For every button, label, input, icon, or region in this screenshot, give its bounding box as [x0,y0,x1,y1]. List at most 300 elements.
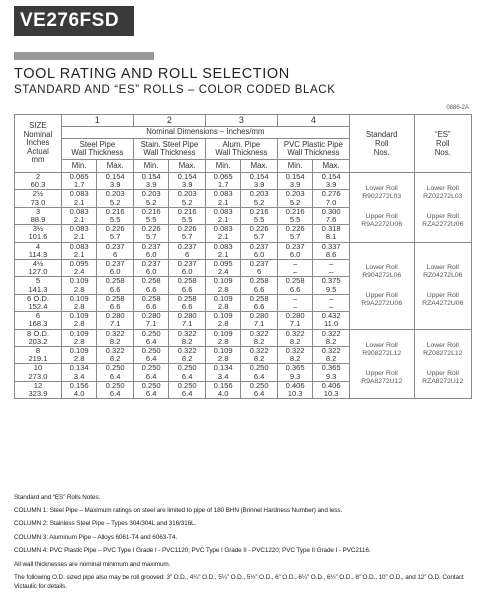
thickness-cell [205,347,240,364]
nominal-size: 8 [35,346,41,356]
thickness-cell [169,260,206,277]
thickness-mm: 3.9 [325,180,337,190]
thickness-inches: 0.237 [105,259,125,269]
thickness-inches: 0.322 [285,329,305,338]
thickness-cell [61,260,96,277]
column-number-2: 2 [133,115,205,127]
thickness-mm: 8.2 [325,354,337,364]
thickness-mm: 2.1 [73,215,85,225]
thickness-mm: 3.9 [145,180,157,190]
thickness-mm: 1.7 [217,180,229,190]
thickness-mm: 2.4 [217,267,229,277]
thickness-inches: 0.109 [69,276,89,286]
roll-gap [415,280,471,292]
model-header-box [14,6,134,36]
thickness-inches: 0.250 [177,363,197,373]
thickness-inches: 0.280 [177,311,197,321]
thickness-inches: 0.154 [321,172,341,181]
notes-title: Standard and “ES” Rolls Notes: [14,494,101,501]
actual-mm: 273.0 [28,371,48,381]
lower-roll-label: Lower Roll [365,263,398,271]
thickness-mm: 5.7 [109,232,121,242]
thickness-cell [133,294,168,311]
thickness-inches: 0.365 [285,363,305,373]
nominal-size: 3 [35,207,41,216]
thickness-cell [169,294,206,311]
size-nominal-label: Nominal [23,129,53,139]
page-subtitle: STANDARD AND “ES” ROLLS – COLOR CODED BLACK [14,84,336,96]
thickness-inches: 0.083 [69,242,89,251]
thickness-cell [97,312,134,329]
thickness-mm: 8.6 [325,249,337,259]
thickness-inches: 0.203 [285,189,305,199]
thickness-inches: 0.322 [285,346,305,356]
thickness-cell [205,294,240,311]
max-header: Max. [241,160,278,173]
thickness-cell [277,173,312,190]
thickness-inches: 0.250 [105,363,125,373]
thickness-inches: 0.237 [177,259,197,269]
table-row [15,242,472,259]
thickness-inches: 0.322 [321,329,341,338]
thickness-cell [277,329,312,346]
thickness-inches: 0.322 [177,346,197,356]
thickness-inches: 0.237 [249,242,269,251]
max-header: Max. [313,160,350,173]
actual-mm: 73.0 [30,197,46,207]
thickness-inches: 0.216 [141,207,161,216]
size-cell [15,381,62,398]
thickness-mm: 5.2 [109,197,121,207]
es-roll-cell [414,173,471,243]
thickness-cell [61,225,96,242]
thickness-cell [133,312,168,329]
thickness-mm: 2.8 [73,336,85,346]
thickness-inches: 0.322 [249,329,269,338]
thickness-inches: 0.226 [141,224,161,234]
thickness-mm: 2.1 [217,249,229,259]
thickness-inches: 0.337 [321,242,341,251]
size-cell [15,207,62,224]
size-cell [15,277,62,294]
thickness-mm: 1.7 [73,180,85,190]
thickness-cell [277,364,312,381]
thickness-mm: 3.4 [217,371,229,381]
thickness-cell [169,207,206,224]
thickness-inches: 0.237 [177,242,197,251]
thickness-cell [313,329,350,346]
thickness-mm: 8.2 [253,336,265,346]
thickness-cell [169,364,206,381]
thickness-inches: 0.216 [177,207,197,216]
thickness-inches: 0.065 [213,172,233,181]
max-header: Max. [97,160,134,173]
thickness-inches: 0.226 [105,224,125,234]
thickness-mm: 6 [257,267,262,277]
lower-roll-number: RZ04272L06 [423,271,463,279]
roll-gap [350,358,414,370]
thickness-inches: 0.109 [213,276,233,286]
standard-rolls-label: Standard [365,130,398,139]
thickness-cell [205,381,240,398]
model-name: VE276FSD [20,10,120,31]
min-header: Min. [133,160,168,173]
thickness-cell [97,242,134,259]
lower-roll-label: Lower Roll [365,185,398,193]
thickness-mm: 6 [185,249,190,259]
upper-roll-label: Upper Roll [426,213,459,221]
roll-gap [415,201,471,213]
thickness-inches: 0.276 [321,189,341,199]
thickness-mm: 6.4 [145,389,157,399]
lower-roll-number: RZ02272L03 [423,193,463,201]
size-cell [15,329,62,346]
thickness-cell [241,329,278,346]
thickness-mm: – [329,267,334,277]
note-column-3: COLUMN 3: Aluminum Pipe – Alloys 6061-T4 and 6063-T4. [14,533,178,541]
thickness-cell [277,242,312,259]
thickness-cell [97,225,134,242]
thickness-cell [313,364,350,381]
thickness-cell [205,207,240,224]
thickness-mm: 8.2 [181,336,193,346]
thickness-cell [133,207,168,224]
size-cell [15,312,62,329]
upper-roll-label: Upper Roll [365,213,398,221]
thickness-mm: 6.4 [109,371,121,381]
column-number-1: 1 [61,115,133,127]
thickness-mm: 5.7 [181,232,193,242]
thickness-mm: 6.0 [145,267,157,277]
thickness-mm: 6.6 [253,302,265,312]
thickness-cell [133,381,168,398]
note-wall-thickness: All wall thicknesses are nominal minimum and maximum. [14,560,171,568]
table-row [15,173,472,190]
thickness-mm: 6.6 [109,302,121,312]
roll-gap [350,201,414,213]
thickness-cell [133,190,168,207]
nominal-size: 4 [35,242,41,251]
thickness-inches: 0.250 [141,329,161,338]
thickness-cell [61,312,96,329]
thickness-inches: – [329,259,334,269]
thickness-inches: 0.083 [69,224,89,234]
thickness-mm: 6.4 [145,336,157,346]
thickness-inches: 0.322 [321,346,341,356]
thickness-inches: 0.109 [69,294,89,303]
thickness-inches: 0.250 [105,381,125,390]
thickness-inches: 0.250 [141,363,161,373]
actual-mm: 88.9 [30,215,46,225]
thickness-inches: 0.250 [177,381,197,390]
thickness-mm: 2.1 [73,197,85,207]
thickness-cell [241,207,278,224]
notes-section [14,494,476,596]
thickness-cell [205,190,240,207]
thickness-cell [97,260,134,277]
thickness-mm: 5.5 [145,215,157,225]
thickness-mm: 6 [113,249,118,259]
thickness-mm: 6.4 [145,354,157,364]
size-mm-label: mm [31,155,45,165]
thickness-inches: 0.237 [141,259,161,269]
thickness-inches: 0.154 [285,172,305,181]
thickness-cell [313,242,350,259]
thickness-cell [277,207,312,224]
thickness-inches: 0.318 [321,224,341,234]
thickness-cell [61,347,96,364]
nominal-size: 10 [33,363,43,373]
thickness-cell [313,225,350,242]
thickness-mm: 6.6 [289,284,301,294]
thickness-inches: 0.083 [213,224,233,234]
actual-mm: 152.4 [28,302,48,312]
upper-roll-number: R9A2272U06 [361,221,403,229]
upper-roll-label: Upper Roll [426,291,459,299]
standard-roll-cell [349,329,414,399]
column-number-4: 4 [277,115,349,127]
thickness-inches: 0.154 [249,172,269,181]
actual-mm: 127.0 [28,267,48,277]
thickness-inches: 0.258 [105,276,125,286]
thickness-inches: 0.109 [69,311,89,321]
thickness-mm: 6.0 [145,249,157,259]
pipe-type-label: Stain. Steel Pipe [140,139,199,149]
thickness-inches: 0.156 [213,381,233,390]
aluminum-pipe-header [205,139,277,160]
thickness-inches: 0.226 [249,224,269,234]
thickness-cell [277,347,312,364]
note-column-4: COLUMN 4: PVC Plastic Pipe – PVC Type I Grade I - PVC1120; PVC Type I Grade II - PVC1220; PVC Type II Grade I - PVC2116. [14,547,371,554]
thickness-mm: 5.2 [253,197,265,207]
thickness-cell [241,260,278,277]
thickness-mm: 8.2 [289,336,301,346]
es-rolls-nos: Nos. [434,148,451,157]
size-cell [15,173,62,190]
thickness-cell [205,312,240,329]
thickness-mm: 5.7 [289,232,301,242]
actual-mm: 203.2 [28,336,48,346]
nominal-size: 2 [35,172,41,181]
thickness-inches: 0.083 [213,242,233,251]
thickness-mm: 2.8 [73,302,85,312]
thickness-inches: 0.237 [249,259,269,269]
thickness-inches: 0.432 [321,311,341,321]
thickness-inches: 0.203 [177,189,197,199]
thickness-inches: 0.109 [69,346,89,356]
thickness-mm: 8.2 [325,336,337,346]
thickness-mm: 7.0 [325,197,337,207]
thickness-inches: 0.154 [141,172,161,181]
thickness-inches: 0.237 [285,242,305,251]
thickness-mm: 2.4 [73,267,85,277]
thickness-inches: 0.095 [69,259,89,269]
thickness-inches: 0.258 [285,276,305,286]
thickness-mm: 3.9 [109,180,121,190]
thickness-inches: – [293,294,298,303]
column-number-3: 3 [205,115,277,127]
nominal-size: 4½ [32,259,44,269]
tool-rating-table [14,114,472,399]
thickness-inches: 0.258 [249,276,269,286]
thickness-mm: 7.1 [145,319,157,329]
pipe-type-label: Steel Pipe [79,139,116,149]
thickness-cell [277,260,312,277]
thickness-mm: 5.2 [145,197,157,207]
thickness-inches: 0.365 [321,363,341,373]
thickness-cell [241,381,278,398]
thickness-inches: 0.226 [177,224,197,234]
thickness-mm: 8.2 [181,354,193,364]
thickness-cell [133,173,168,190]
thickness-mm: 2.1 [73,249,85,259]
thickness-cell [313,347,350,364]
thickness-cell [205,329,240,346]
thickness-mm: 3.9 [181,180,193,190]
thickness-mm: 6.4 [145,371,157,381]
thickness-mm: 9.3 [289,371,301,381]
thickness-cell [97,207,134,224]
thickness-inches: 0.250 [141,381,161,390]
lower-roll-number: R904272L06 [362,271,402,279]
thickness-mm: 9.3 [325,371,337,381]
thickness-inches: 0.154 [177,172,197,181]
thickness-cell [169,329,206,346]
thickness-cell [97,364,134,381]
upper-roll-number: RZA2272U06 [422,221,464,229]
thickness-cell [169,242,206,259]
thickness-mm: 6.6 [145,284,157,294]
thickness-inches: 0.203 [105,189,125,199]
standard-roll-cell [349,242,414,329]
thickness-mm: – [293,302,298,312]
nominal-size: 5 [35,276,41,286]
thickness-mm: 6.6 [253,284,265,294]
thickness-mm: 2.8 [217,336,229,346]
thickness-inches: 0.300 [321,207,341,216]
thickness-mm: 2.8 [217,354,229,364]
thickness-cell [97,329,134,346]
thickness-mm: 6.4 [253,389,265,399]
size-cell [15,364,62,381]
thickness-inches: 0.083 [213,189,233,199]
table-row [15,329,472,346]
thickness-inches: 0.134 [213,363,233,373]
thickness-cell [277,294,312,311]
thickness-cell [61,207,96,224]
thickness-inches: 0.109 [213,329,233,338]
upper-roll-label: Upper Roll [426,369,459,377]
thickness-mm: 8.2 [253,354,265,364]
thickness-cell [313,381,350,398]
thickness-mm: 6.4 [253,371,265,381]
thickness-mm: 6.6 [145,302,157,312]
actual-mm: 168.3 [28,319,48,329]
thickness-mm: 4.0 [217,389,229,399]
thickness-cell [169,312,206,329]
thickness-inches: 0.250 [249,363,269,373]
thickness-cell [277,277,312,294]
thickness-inches: 0.258 [249,294,269,303]
thickness-cell [241,347,278,364]
upper-roll-number: RZA8272U12 [422,377,464,385]
size-cell [15,294,62,311]
thickness-cell [133,277,168,294]
thickness-cell [133,260,168,277]
thickness-mm: 6.0 [289,249,301,259]
min-header: Min. [205,160,240,173]
thickness-cell [313,190,350,207]
thickness-cell [205,242,240,259]
thickness-cell [133,347,168,364]
thickness-cell [241,364,278,381]
thickness-mm: 5.5 [181,215,193,225]
thickness-inches: 0.406 [285,381,305,390]
thickness-cell [205,277,240,294]
thickness-inches: 0.322 [105,329,125,338]
thickness-cell [277,225,312,242]
size-cell [15,242,62,259]
stainless-pipe-header [133,139,205,160]
thickness-mm: 8.2 [109,336,121,346]
thickness-inches: 0.280 [249,311,269,321]
thickness-mm: 2.8 [73,319,85,329]
thickness-mm: 5.2 [289,197,301,207]
thickness-mm: 2.1 [217,215,229,225]
actual-mm: 60.3 [30,180,46,190]
thickness-cell [169,173,206,190]
thickness-inches: 0.406 [321,381,341,390]
thickness-inches: 0.258 [177,294,197,303]
wall-thickness-label: Wall Thickness [71,148,124,157]
thickness-inches: 0.156 [69,381,89,390]
thickness-mm: 2.1 [73,232,85,242]
thickness-inches: 0.250 [141,346,161,356]
upper-roll-number: R9A8272U12 [361,377,403,385]
actual-mm: 114.3 [28,249,48,259]
steel-pipe-header [61,139,133,160]
thickness-cell [205,225,240,242]
thickness-mm: 6.4 [109,389,121,399]
thickness-inches: 0.216 [285,207,305,216]
thickness-cell [133,364,168,381]
thickness-inches: 0.226 [285,224,305,234]
lower-roll-number: RZ08272L12 [423,349,463,357]
thickness-cell [169,381,206,398]
thickness-cell [241,173,278,190]
thickness-inches: 0.280 [141,311,161,321]
thickness-cell [241,294,278,311]
note-column-2: COLUMN 2: Stainless Steel Pipe – Types 304/304L and 316/316L. [14,520,197,527]
thickness-mm: 9.5 [325,284,337,294]
thickness-mm: 10.3 [287,389,303,399]
thickness-mm: 4.0 [73,389,85,399]
thickness-mm: 7.1 [181,319,193,329]
wall-thickness-label: Wall Thickness [287,148,340,157]
thickness-cell [169,277,206,294]
pvc-pipe-header [277,139,349,160]
lower-roll-label: Lower Roll [426,263,459,271]
thickness-inches: 0.280 [105,311,125,321]
thickness-mm: 5.7 [253,232,265,242]
thickness-mm: 6.4 [181,371,193,381]
thickness-cell [241,312,278,329]
thickness-cell [133,225,168,242]
wall-thickness-label: Wall Thickness [143,148,196,157]
thickness-cell [133,242,168,259]
thickness-cell [61,329,96,346]
thickness-mm: 7.1 [109,319,121,329]
